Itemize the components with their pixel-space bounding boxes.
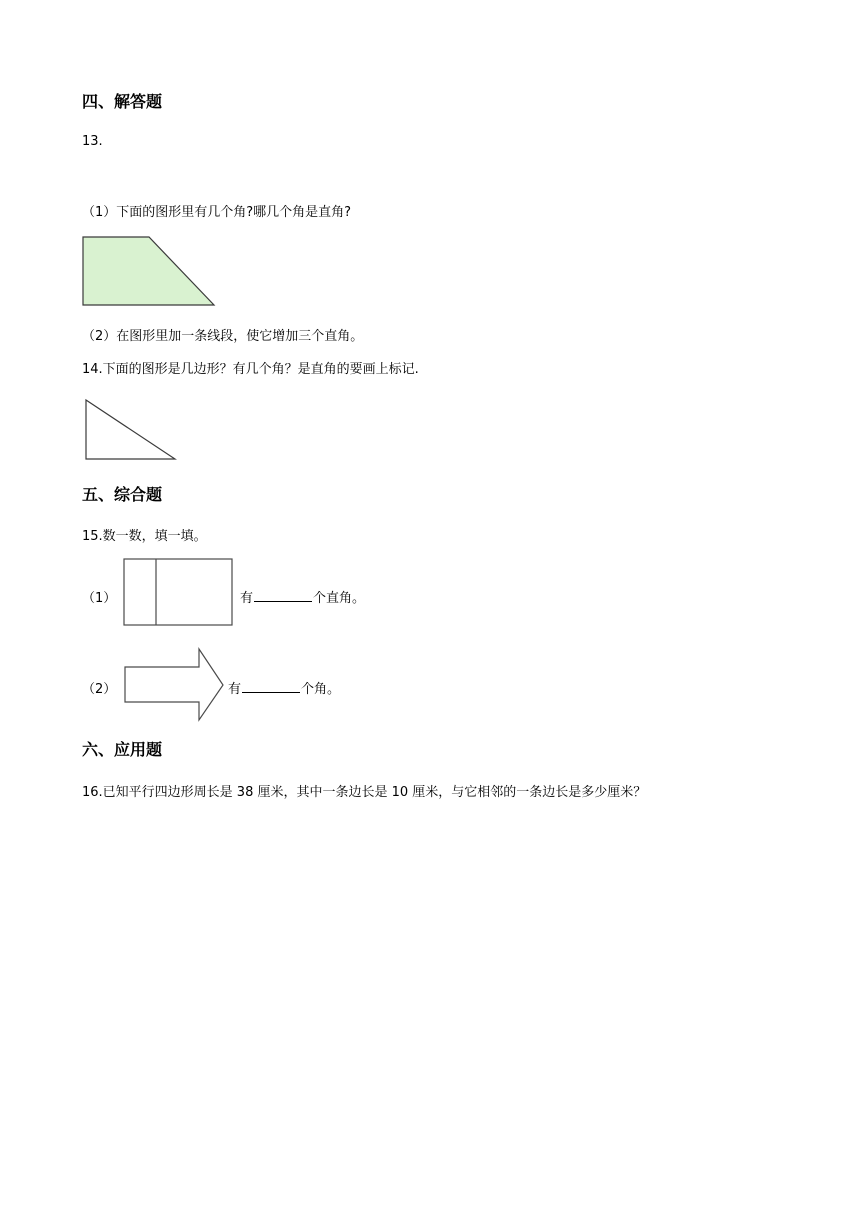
answer-blank-right-angles[interactable] — [254, 587, 312, 602]
answer-prefix: 有 — [228, 682, 242, 697]
right-triangle-figure — [84, 398, 178, 462]
section-heading-6: 六、应用题 — [82, 740, 163, 759]
question-14-text: 14.下面的图形是几边形？有几个角？是直角的要画上标记. — [82, 362, 419, 377]
answer-suffix: 个角。 — [301, 682, 341, 697]
arrow-figure — [123, 647, 227, 723]
answer-prefix: 有 — [240, 591, 254, 606]
question-13-part-2: （2）在图形里加一条线段，使它增加三个直角。 — [82, 329, 364, 344]
divided-rectangle-figure — [123, 558, 235, 628]
question-15-part-2-label: （2） — [82, 682, 117, 697]
question-15-part-2-answer — [228, 678, 340, 697]
trapezoid-shape — [83, 237, 214, 305]
question-15-part-1-label: （1） — [82, 591, 117, 606]
section-heading-4: 四、解答题 — [82, 92, 163, 111]
answer-blank-angles[interactable] — [242, 678, 300, 693]
answer-suffix: 个直角。 — [313, 591, 366, 606]
right-triangle-shape — [86, 400, 175, 459]
question-15-text: 15.数一数，填一填。 — [82, 529, 207, 544]
question-15-part-1-answer — [240, 587, 365, 606]
rectangle-outline — [124, 559, 232, 625]
question-13-number: 13. — [82, 134, 103, 149]
question-13-part-1: （1）下面的图形里有几个角?哪几个角是直角? — [82, 205, 352, 220]
question-16-text: 16.已知平行四边形周长是 38 厘米，其中一条边长是 10 厘米，与它相邻的一条边长是多少厘米？ — [82, 785, 647, 800]
section-heading-5: 五、综合题 — [82, 485, 163, 504]
trapezoid-figure — [82, 236, 218, 308]
arrow-shape — [125, 649, 223, 720]
